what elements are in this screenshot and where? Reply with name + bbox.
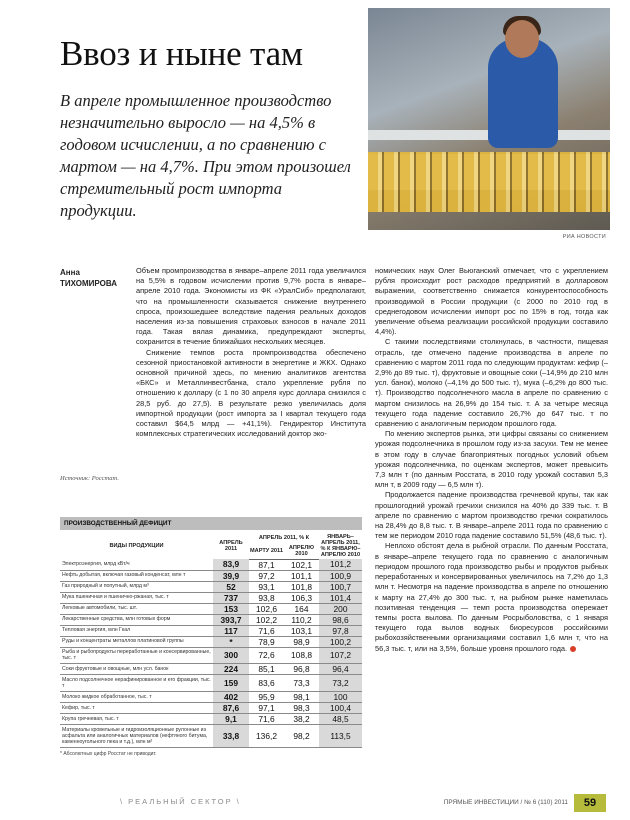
cell-april-2010: 108,8 (284, 647, 319, 664)
row-name: Масло подсолнечное нерафинированное и его фракции, тыс. т (60, 675, 213, 692)
cell-april: 117 (213, 625, 249, 636)
table-row (60, 725, 362, 748)
row-name: Материалы кровельные и гидроизоляционные рулонные из асфальта или аналогичных материалов (нефтяного битума, каменноугольного пека и т.д.), млн м² (60, 725, 213, 748)
cell-april: 87,6 (213, 703, 249, 714)
cell-april-2010: 38,2 (284, 714, 319, 725)
table-row (60, 592, 362, 603)
oil-bottles (368, 152, 610, 212)
paragraph (375, 541, 608, 653)
cell-march: 97,2 (249, 570, 284, 581)
header-product: ВИДЫ ПРОДУКЦИИ (109, 543, 164, 549)
cell-jan-apr: 100,7 (319, 581, 362, 592)
row-name: Молоко жидкое обработанное, тыс. т (60, 692, 213, 703)
article-lead: В апреле промышленное производство незначительно выросло — на 4,5% в годовом исчислении, а по сравнению с мартом — на 4,7%. При этом произошел стремительный рост импорта продукции. (60, 91, 351, 220)
row-name: Газ природный и попутный, млрд м³ (60, 581, 213, 592)
table-footnote: * Абсолютных цифр Росстат не приводит. (60, 751, 157, 758)
paragraph: номических наук Олег Вьюганский отмечает, что с укреплением рубля происходит рост расходов предприятий в долларовом выражении, соответственно снижается конкурентоспособность производимой в России продукции (с 2000 по 2010 год в среднегодовом исчислении импорт рос по 15% в год, тогда как увеличение объема реализации российской продукции составило 4,4%). (375, 266, 608, 337)
author-byline (60, 267, 117, 289)
cell-april: 224 (213, 664, 249, 675)
cell-april-2010: 106,3 (284, 592, 319, 603)
table-row (60, 581, 362, 592)
cell-april: 9,1 (213, 714, 249, 725)
production-table (60, 530, 362, 748)
author-last-name: ТИХОМИРОВА (60, 279, 118, 288)
cell-march: 83,6 (249, 675, 284, 692)
cell-april: 402 (213, 692, 249, 703)
row-name: Нефть добытая, включая газовый конденсат, млн т (60, 570, 213, 581)
cell-march: 71,6 (249, 625, 284, 636)
cell-march: 87,1 (249, 559, 284, 570)
row-name: Лекарственные средства, млн готовых форм (60, 614, 213, 625)
header-march: МАРТУ 2011 (249, 543, 284, 560)
cell-april-2010: 102,1 (284, 559, 319, 570)
cell-april: * (213, 636, 249, 647)
row-name: Соки фруктовые и овощные, млн усл. банок (60, 664, 213, 675)
cell-april-2010: 96,8 (284, 664, 319, 675)
cell-april-2010: 101,1 (284, 570, 319, 581)
cell-april: 300 (213, 647, 249, 664)
paragraph-text: Неплохо обстоят дела в рыбной отрасли. По данным Росстата, в январе–апреле текущего года по сравнению с аналогичным периодом прошлого года производство рыбы и продуктов рыбных переработанных и консервированных увеличилось на 7,2% до 1,3 млн т. Несмотря на падение производства в апреле по отношению к марту на 27,4% до 300 тыс. т, на рыбном рынке наметилась позитивная тенденция — темп роста производства опережает темпы роста вылова. По данным Росрыболовства, с 1 января текущего года вылов водных биоресурсов российскими рыбохозяйственными организациями составил 1,6 млн т, что на 56,3 тыс. т, или на 3,5%, больше уровня прошлого года. (375, 541, 608, 653)
header-april-group: АПРЕЛЬ 2011, % К (258, 534, 310, 541)
cell-jan-apr: 98,6 (319, 614, 362, 625)
article-column-1 (136, 266, 366, 439)
row-name: Руды и концентраты металлов платиновой группы (60, 636, 213, 647)
cell-march: 136,2 (249, 725, 284, 748)
cell-april: 737 (213, 592, 249, 603)
cell-jan-apr: 100,2 (319, 636, 362, 647)
row-name: Легковые автомобили, тыс. шт. (60, 603, 213, 614)
cell-april-2010: 101,8 (284, 581, 319, 592)
cell-april-2010: 164 (284, 603, 319, 614)
page-number: 59 (574, 794, 606, 812)
table-row (60, 664, 362, 675)
cell-march: 102,2 (249, 614, 284, 625)
footer-section: \ РЕАЛЬНЫЙ СЕКТОР \ (120, 797, 241, 806)
table-row (60, 675, 362, 692)
row-name: Электроэнергия, млрд кВт/ч (60, 559, 213, 570)
cell-april-2010: 73,3 (284, 675, 319, 692)
cell-march: 93,8 (249, 592, 284, 603)
cell-jan-apr: 96,4 (319, 664, 362, 675)
table-body (60, 559, 362, 748)
table-row (60, 692, 362, 703)
row-name: Кефир, тыс. т (60, 703, 213, 714)
cell-april-2010: 98,2 (284, 725, 319, 748)
paragraph: С такими последствиями столкнулась, в частности, пищевая отрасль, где отмечено падение производства в апреле по сравнению с мартом 2011 года по следующим продуктам: кефир (–2,9% до 89 тыс. т), фруктовые и овощные соки (–14,9% до 210 млн усл. банок), молоко (–4,1% до 500 тыс. т), мука (–6,2% до 800 тыс. т). Производство подсолнечного масла в апреле по сравнению с мартом снизилось на 26,9% до 154 тыс. т. А за четыре месяца текущего года падение составило 26,7% до 647 тыс. т по сравнению с аналогичным периодом прошлого года. (375, 337, 608, 429)
table-row (60, 636, 362, 647)
cell-march: 102,6 (249, 603, 284, 614)
cell-jan-apr: 101,2 (319, 559, 362, 570)
table-row (60, 603, 362, 614)
cell-april-2010: 98,3 (284, 703, 319, 714)
cell-march: 97,1 (249, 703, 284, 714)
cell-april: 39,9 (213, 570, 249, 581)
cell-jan-apr: 107,2 (319, 647, 362, 664)
cell-april: 159 (213, 675, 249, 692)
row-name: Рыба и рыбопродукты переработанные и консервированные, тыс. т (60, 647, 213, 664)
table-row (60, 714, 362, 725)
header-jan-apr: ЯНВАРЬ–АПРЕЛЬ 2011, % К ЯНВАРЮ–АПРЕЛЮ 2010 (320, 534, 361, 558)
table-row (60, 703, 362, 714)
row-name: Крупа гречневая, тыс. т (60, 714, 213, 725)
cell-march: 93,1 (249, 581, 284, 592)
cell-march: 71,6 (249, 714, 284, 725)
cell-jan-apr: 100 (319, 692, 362, 703)
cell-jan-apr: 100,4 (319, 703, 362, 714)
article-column-2 (375, 266, 608, 654)
cell-jan-apr: 97,8 (319, 625, 362, 636)
paragraph: Снижение темпов роста промпроизводства обеспечено сезонной приостановкой активности в энергетике и ЖКХ. Однако основной причиной здесь, по мнению аналитиков агентства «БКС» и Металлинвестбанка, стало укрепление рубля по отношению к доллару (с 1 по 30 апреля курс доллара снизился с 28,5 руб. до 27,5). В результате резко увеличилась доля импортной продукции (рост импорта за I квартал текущего года составил $64,5 млрд — +41,1%). Гендиректор Института комплексных стратегических исследований доктор эко- (136, 347, 366, 439)
cell-march: 95,9 (249, 692, 284, 703)
header-april: АПРЕЛЬ 2011 (219, 540, 243, 552)
cell-jan-apr: 73,2 (319, 675, 362, 692)
cell-april-2010: 110,2 (284, 614, 319, 625)
paragraph: По мнению экспертов рынка, эти цифры связаны со снижением урожая подсолнечника в прошлом году из-за засухи. Тем не менее в этом году в случае благоприятных погодных условий объем урожая подсолнечника, по оценкам экспертов, может превысить 7,3 млн т (по данным Росстата, в 2010 году урожай составил 5,3 млн т, в 2009 году — 6,5 млн т). (375, 429, 608, 490)
cell-april: 153 (213, 603, 249, 614)
table-row (60, 625, 362, 636)
cell-march: 72,6 (249, 647, 284, 664)
paragraph: Объем промпроизводства в январе–апреле 2011 года увеличился на 5,5% в годовом исчислении против 9,7% роста в январе–апреле 2010 года. Экономисты из ФК «УралСиб» предполагают, что на промышленности сказывается снижение внутреннего спроса, произошедшее вследствие падения реальных доходов населения из-за повышения страховых взносов в начале 2011 года. Такая вялая динамика, предупреждают эксперты, сохранится в течение ближайших нескольких месяцев. (136, 266, 366, 347)
source-note: Источник: Росстат. (60, 475, 119, 482)
cell-jan-apr: 200 (319, 603, 362, 614)
row-name: Тепловая энергия, млн Гкал (60, 625, 213, 636)
photo-credit: РИА НОВОСТИ (562, 234, 606, 240)
table-row (60, 559, 362, 570)
data-table-block (60, 517, 362, 757)
cell-april-2010: 98,9 (284, 636, 319, 647)
table-title: ПРОИЗВОДСТВЕННЫЙ ДЕФИЦИТ (60, 517, 362, 530)
cell-april-2010: 103,1 (284, 625, 319, 636)
worker-head (505, 20, 539, 58)
cell-april: 83,9 (213, 559, 249, 570)
row-name: Мука пшеничная и пшенично-ржаная, тыс. т (60, 592, 213, 603)
cell-april: 393,7 (213, 614, 249, 625)
cell-april: 33,8 (213, 725, 249, 748)
cell-march: 85,1 (249, 664, 284, 675)
cell-jan-apr: 101,4 (319, 592, 362, 603)
table-row (60, 570, 362, 581)
footer-magazine: ПРЯМЫЕ ИНВЕСТИЦИИ / № 6 (110) 2011 (443, 799, 568, 806)
cell-jan-apr: 100,9 (319, 570, 362, 581)
paragraph: Продолжается падение производства гречневой крупы, так как прошлогодний урожай гречихи снизился на 40% до 339 тыс. т. В апреле по сравнению с мартом производство гречки сократилось на 28,4% до 8,8 тыс. т. В январе–апреле 2011 года по сравнению с тем же периодом 2010 года падение составило 51,5% (48,6 тыс. т). (375, 490, 608, 541)
cell-jan-apr: 113,5 (319, 725, 362, 748)
author-first-name: Анна (60, 268, 80, 277)
cell-march: 78,9 (249, 636, 284, 647)
article-title: Ввоз и ныне там (60, 34, 303, 73)
cell-april: 52 (213, 581, 249, 592)
end-of-article-icon (570, 646, 576, 652)
table-row (60, 647, 362, 664)
cell-april-2010: 98,1 (284, 692, 319, 703)
table-row (60, 614, 362, 625)
header-april-2010: АПРЕЛЮ 2010 (284, 543, 319, 560)
article-photo (368, 8, 610, 230)
cell-jan-apr: 48,5 (319, 714, 362, 725)
